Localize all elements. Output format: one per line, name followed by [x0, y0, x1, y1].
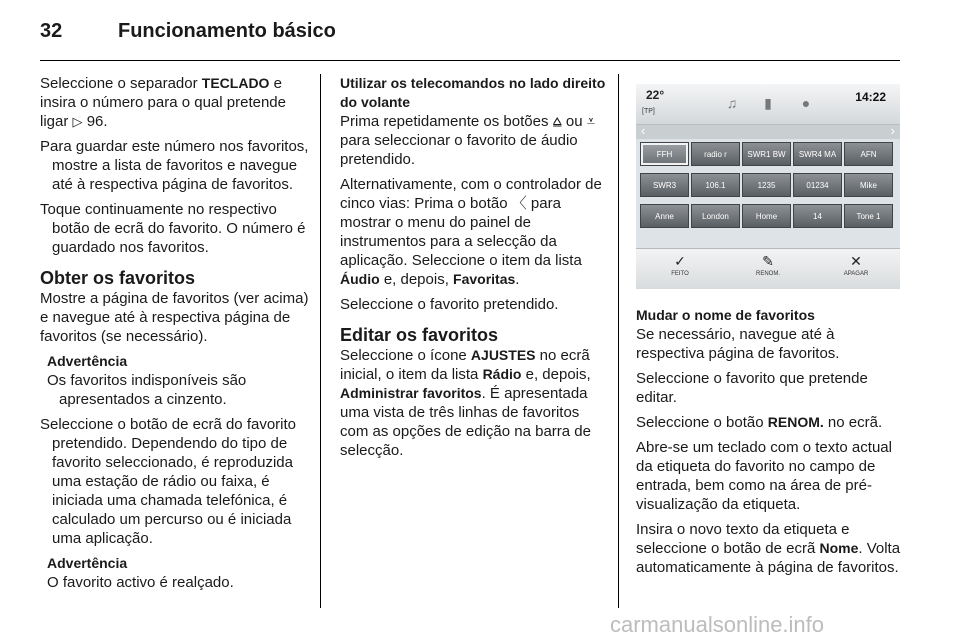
favourite-button[interactable]: London [691, 204, 740, 228]
paragraph [636, 520, 906, 577]
keyword: Áudio [340, 271, 380, 287]
circle-icon[interactable]: ● [801, 95, 811, 111]
favourite-button[interactable]: SWR4 MA [793, 142, 842, 166]
favourite-button[interactable]: AFN [844, 142, 893, 166]
tp-indicator: [TP] [642, 108, 655, 115]
column-3 [636, 306, 906, 583]
column-2 [340, 74, 608, 466]
paragraph [340, 346, 608, 460]
column-1 [40, 74, 310, 598]
favourite-down-icon: ⩡ [586, 113, 596, 130]
button-label: FEITO [671, 271, 689, 277]
subheading: Utilizar os telecomandos no lado direito do volante [340, 75, 606, 110]
paragraph [40, 74, 310, 131]
keyword: Rádio [482, 366, 522, 382]
paragraph: Seleccione o favorito que pretende editar. [636, 370, 868, 406]
section-heading: Obter os favoritos [40, 268, 196, 288]
favourite-button[interactable]: Home [742, 204, 791, 228]
favourite-button[interactable]: 106.1 [691, 173, 740, 197]
keyword: Administrar favoritos [340, 385, 482, 401]
delete-button[interactable] [826, 253, 886, 277]
keyword: TECLADO [201, 75, 270, 91]
page-nav-row [636, 125, 900, 139]
favourite-button[interactable]: Mike [844, 173, 893, 197]
note-text: Os favoritos indisponíveis são apresentados a cinzento. [47, 372, 247, 408]
paragraph [636, 413, 906, 432]
favourite-button[interactable]: 14 [793, 204, 842, 228]
text: ou [561, 113, 587, 130]
text: Seleccione o botão [636, 414, 768, 431]
text: . [515, 271, 520, 288]
clock: 14:22 [855, 90, 886, 104]
chevron-left-icon: 〈 [511, 195, 527, 212]
text: e, depois, [379, 271, 454, 288]
rename-button[interactable] [738, 253, 798, 277]
keyword: AJUSTES [470, 347, 536, 363]
button-label: RENOM. [756, 271, 780, 277]
text: e, depois, [521, 366, 591, 383]
text: para seleccionar o favorito de áudio pretendido. [340, 132, 578, 168]
favourite-button[interactable]: SWR3 [640, 173, 689, 197]
paragraph: Toque continuamente no respectivo botão de ecrã do favorito. O número é guardado nos favoritos. [40, 201, 306, 256]
selection-bar [636, 248, 900, 289]
text: Alternativamente, com o controlador de cinco vias: Prima o botão [340, 176, 602, 212]
favourite-button[interactable]: SWR1 BW [742, 142, 791, 166]
close-icon: ✕ [850, 253, 862, 269]
paragraph [340, 175, 608, 289]
favourite-button[interactable]: 01234 [793, 173, 842, 197]
text: para mostrar o menu do painel de instrumentos para a selecção da aplicação. Seleccione o item da lista [340, 195, 582, 269]
note-box [40, 554, 310, 592]
chevron-right-icon[interactable]: › [890, 123, 895, 138]
column-divider-right [618, 74, 619, 608]
watermark: carmanualsonline.info [610, 612, 825, 637]
button-label: APAGAR [843, 271, 869, 277]
paragraph: Se necessário, navegue até à respectiva página de favoritos. [636, 326, 840, 362]
keyword: Nome [819, 540, 859, 556]
note-box [40, 352, 310, 409]
header-rule [40, 60, 900, 61]
favourite-button[interactable]: Tone 1 [844, 204, 893, 228]
note-text: O favorito activo é realçado. [47, 574, 234, 591]
paragraph: Mostre a página de favoritos (ver acima) e navegue até à respectiva página de favoritos (se necessário). [40, 290, 309, 345]
column-divider-left [320, 74, 321, 608]
temperature-readout: 22° [646, 88, 665, 102]
favourite-button[interactable]: radio r [691, 142, 740, 166]
text: no ecrã. [823, 414, 883, 431]
paragraph: Para guardar este número nos favoritos, mostre a lista de favoritos e navegue até à respectiva página de favoritos. [40, 138, 309, 193]
text: Insira o novo texto da etiqueta e seleccione o botão de ecrã [636, 521, 850, 557]
paragraph: Seleccione o botão de ecrã do favorito pretendido. Dependendo do tipo de favorito seleccionado, é reproduzida uma estação de rádio ou faixa, é iniciada uma chamada telefónica, é calculado um percurso ou é iniciada uma aplicação. [40, 416, 297, 547]
text: . Volta automaticamente à página de favoritos. [636, 540, 901, 576]
note-title: Advertência [47, 555, 128, 571]
keyword: Favoritas [453, 271, 516, 287]
favourite-button[interactable]: 1235 [742, 173, 791, 197]
chevron-left-icon[interactable]: ‹ [641, 123, 646, 138]
keyword: RENOM. [767, 414, 824, 430]
status-bar [636, 84, 900, 125]
text: no ecrã inicial, o item da lista [340, 347, 590, 383]
page-number: 32 [40, 20, 63, 42]
cross-reference-icon: ▷ [72, 114, 83, 129]
text: Prima repetidamente os botões [340, 113, 553, 130]
paragraph: Seleccione o favorito pretendido. [340, 296, 559, 313]
check-icon: ✓ [674, 253, 686, 269]
paragraph: Abre-se um teclado com o texto actual da etiqueta do favorito no campo de entrada, bem como na área de pré-visualização da etiqueta. [636, 439, 892, 513]
text: . É apresentada uma vista de três linhas de favoritos com as opções de edição na barra de selecção. [340, 385, 591, 459]
music-note-icon[interactable]: ♫ [726, 95, 738, 111]
favourite-button[interactable]: Anne [640, 204, 689, 228]
section-heading: Editar os favoritos [340, 325, 499, 345]
subheading: Mudar o nome de favoritos [636, 307, 815, 323]
note-title: Advertência [47, 353, 128, 369]
done-button[interactable] [650, 253, 710, 277]
page-title: Funcionamento básico [118, 20, 336, 42]
favourites-screen-illustration [636, 84, 900, 288]
paragraph [340, 112, 608, 169]
text: e insira o número para o qual pretende ligar [40, 75, 286, 130]
favourite-up-icon: ⩠ [552, 113, 562, 130]
text: Seleccione o separador [40, 75, 202, 92]
page-reference[interactable]: 96. [86, 113, 108, 130]
text: Seleccione o ícone [340, 347, 471, 364]
phone-icon[interactable]: ▮ [764, 94, 772, 111]
favourite-button[interactable]: FFH [640, 142, 689, 166]
pencil-icon: ✎ [762, 253, 774, 269]
